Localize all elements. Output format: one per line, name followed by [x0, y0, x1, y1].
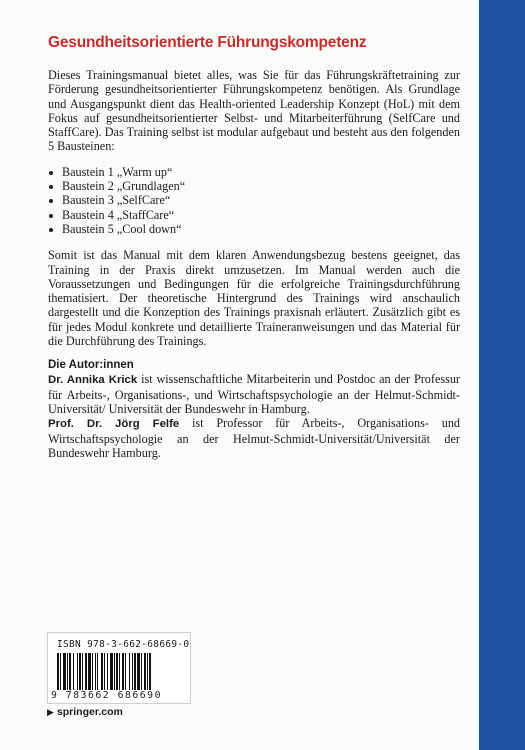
list-item: Baustein 2 „Grundlagen“	[48, 179, 460, 193]
module-list	[48, 165, 460, 236]
intro-paragraph: Dieses Trainingsmanual bietet alles, was Sie für das Führungskräftetraining zur Förderung gesundheitsorientierter Führungskompetenz benötigen. Als Grundlage und Ausgangspunkt dient das Health-oriented Leadership Konzept (HoL) mit dem Fokus auf gesundheitsorientierter Selbst- und Mitarbeiterführung (SelfCare und StaffCare). Das Training selbst ist modular aufgebaut und besteht aus den folgenden 5 Bausteinen:	[48, 68, 460, 154]
author-bio: ist wissenschaftliche Mitarbeiterin und Postdoc an der Professur für Arbeits-, Organisations-, und Wirtschaftspsychologie an der Helmut-Schmidt-Universität/ Universität der Bundeswehr in Hamburg.	[48, 372, 460, 416]
publisher-url: springer.com	[56, 706, 123, 718]
list-item: Baustein 3 „SelfCare“	[48, 193, 460, 207]
book-title: Gesundheitsorientierte Führungskompetenz	[48, 34, 367, 51]
authors-heading: Die Autor:innen	[48, 359, 134, 372]
barcode-box	[47, 632, 191, 704]
back-cover-text	[48, 34, 460, 460]
list-item: Baustein 4 „StaffCare“	[48, 208, 460, 222]
author-entry	[48, 416, 460, 460]
author-bio: ist Professor für Arbeits-, Organisations- und Wirtschaftspsychologie an der Helmut-Schmidt-Universität/Universität der Bundeswehr Hamburg.	[48, 416, 461, 460]
isbn-label: ISBN 978-3-662-68669-0	[57, 639, 190, 650]
spine-stripe	[479, 0, 525, 750]
author-entry	[48, 372, 460, 416]
arrow-right-icon: ▶	[47, 707, 54, 717]
description-paragraph: Somit ist das Manual mit dem klaren Anwendungsbezug bestens geeignet, das Training in der Praxis direkt umzusetzen. Im Manual werden auch die Voraussetzungen und Bedingungen für die erfolgreiche Trainingsdurchführung thematisiert. Der theoretische Hintergrund des Trainings wird anschaulich dargestellt und die Konzeption des Trainings praxisnah erläutert. Zusätzlich gibt es für jedes Modul konkrete und detaillierte Traineranweisungen und das Material für die Durchführung des Trainings.	[48, 248, 460, 349]
author-name: Dr. Annika Krick	[48, 374, 138, 387]
publisher-link[interactable]	[47, 706, 123, 718]
barcode-digits: 9 783662 686690	[51, 690, 162, 701]
list-item: Baustein 5 „Cool down“	[48, 222, 460, 236]
list-item: Baustein 1 „Warm up“	[48, 165, 460, 179]
author-name: Prof. Dr. Jörg Felfe	[48, 418, 180, 431]
